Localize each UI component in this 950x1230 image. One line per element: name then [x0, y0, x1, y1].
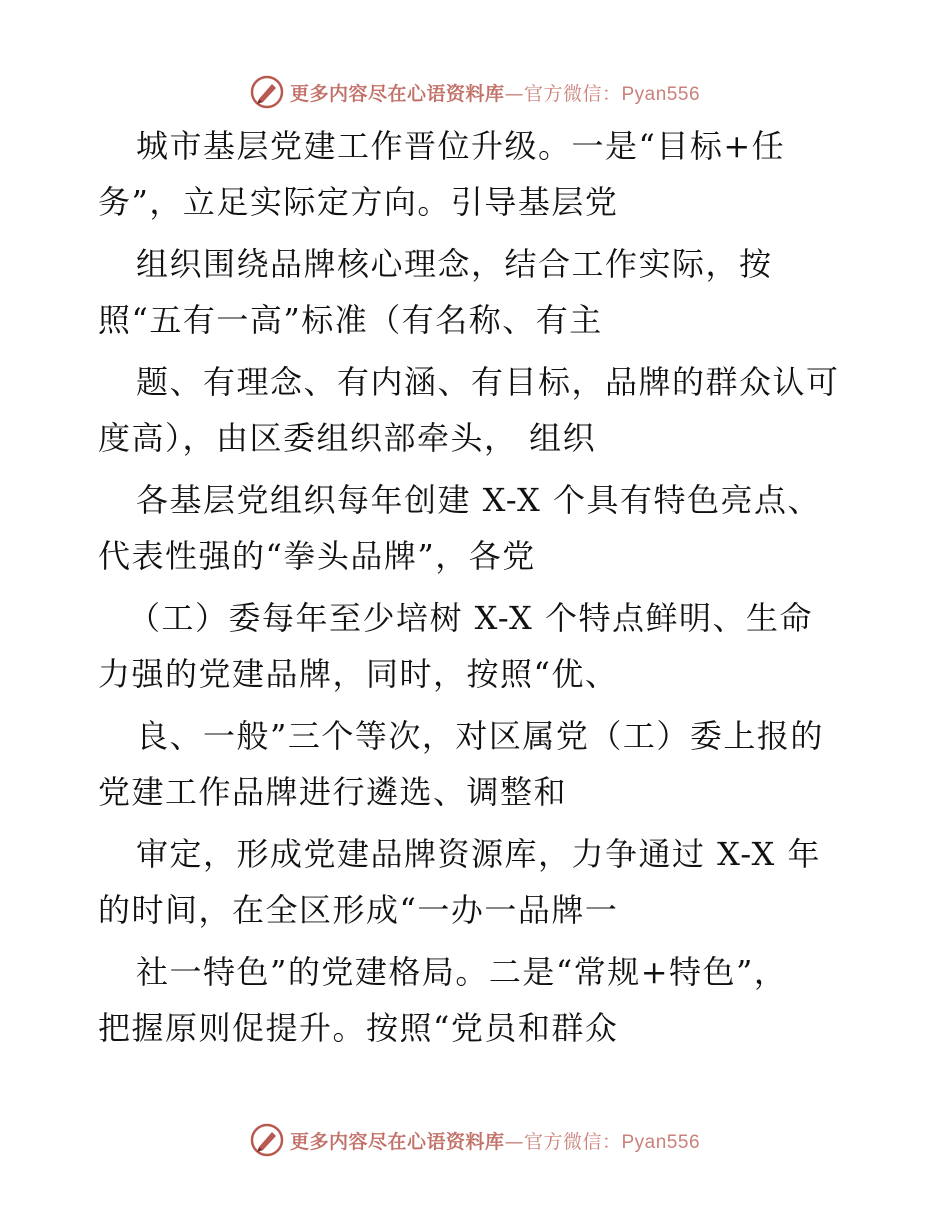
document-body [0, 118, 950, 1068]
text-line: 组织围绕品牌核心理念，结合工作实际，按 [136, 245, 773, 283]
text-line: 题、有理念、有内涵、有目标，品牌的群众认可 [136, 363, 840, 401]
footer-separator: — [504, 1130, 524, 1153]
text-line: 务”，立足实际定方向。引导基层党 [98, 183, 619, 221]
pen-logo-icon [250, 1123, 284, 1157]
footer-contact-label: 官方微信： [523, 1130, 622, 1153]
pen-logo-icon [250, 75, 284, 109]
footer-site-text: 更多内容尽在心语资料库 [289, 1130, 505, 1153]
text-line: 良、一般”三个等次，对区属党（工）委上报的 [136, 717, 824, 755]
header-separator: — [504, 82, 524, 105]
text-line: 城市基层党建工作晋位升级。一是“目标+任 [136, 127, 786, 165]
footer-watermark-banner [0, 1120, 950, 1160]
text-line: 社一特色”的党建格局。二是“常规+特色”， [136, 953, 788, 991]
header-contact-label: 官方微信： [523, 82, 622, 105]
footer-contact-id: Pyan556 [621, 1131, 701, 1153]
header-site-text: 更多内容尽在心语资料库 [289, 82, 505, 105]
text-line: 审定，形成党建品牌资源库，力争通过 X-X 年 [136, 835, 821, 873]
text-line: 力强的党建品牌，同时，按照“优、 [98, 655, 619, 693]
text-line: 代表性强的“拳头品牌”，各党 [98, 537, 536, 575]
header-watermark-banner [0, 72, 950, 112]
text-line: 把握原则促提升。按照“党员和群众 [98, 1009, 619, 1047]
text-line: 党建工作品牌进行遴选、调整和 [98, 773, 568, 811]
text-line: （工）委每年至少培树 X-X 个特点鲜明、生命 [128, 599, 813, 637]
footer-banner-text [290, 1127, 700, 1154]
header-contact-id: Pyan556 [621, 83, 701, 105]
text-line: 度高），由区委组织部牵头， 组织 [98, 419, 597, 457]
text-line: 各基层党组织每年创建 X-X 个具有特色亮点、 [136, 481, 821, 519]
text-line: 照“五有一高”标准（有名称、有主 [98, 301, 603, 339]
text-line: 的时间，在全区形成“一办一品牌一 [98, 891, 619, 929]
header-banner-text [290, 79, 700, 106]
